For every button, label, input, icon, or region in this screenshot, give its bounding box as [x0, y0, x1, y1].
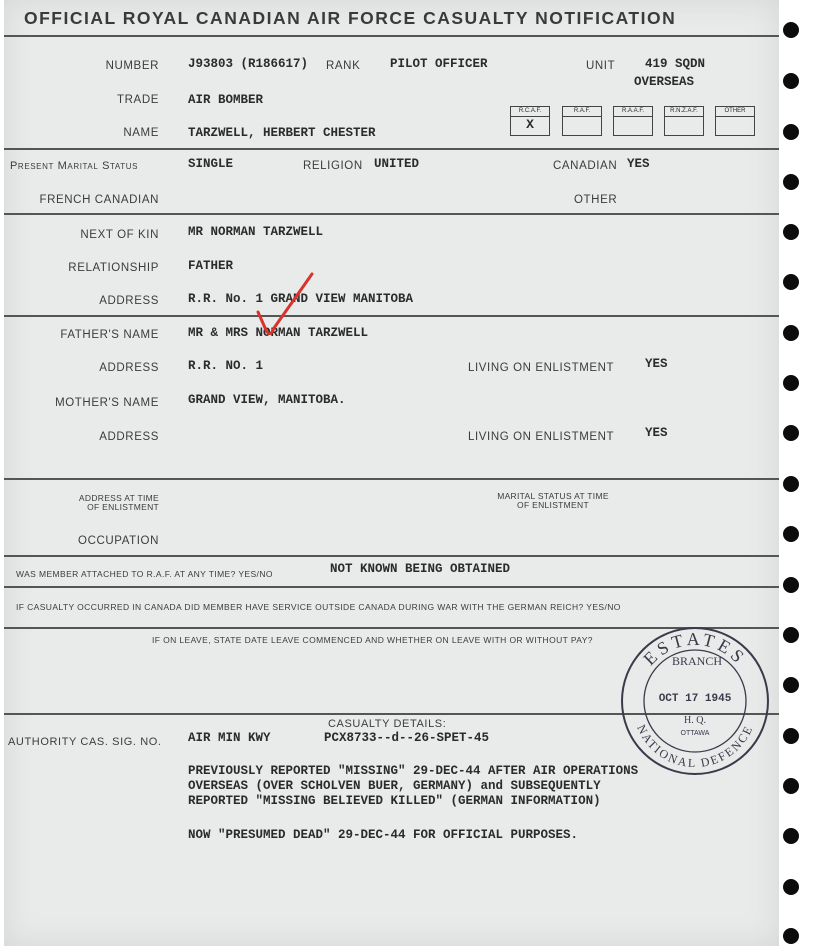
- punch-hole: [783, 778, 799, 794]
- estates-stamp: [619, 625, 771, 777]
- value-mother-living: YES: [645, 426, 668, 440]
- value-authority: AIR MIN KWY: [188, 731, 271, 745]
- value-mothers-name: GRAND VIEW, MANITOBA.: [188, 393, 346, 407]
- label-next-of-kin: NEXT OF KIN: [80, 229, 159, 241]
- punch-hole: [783, 928, 799, 944]
- label-nok-address: ADDRESS: [99, 295, 159, 307]
- value-name: TARZWELL, HERBERT CHESTER: [188, 126, 376, 140]
- service-box-mark: X: [526, 117, 534, 132]
- label-father-living: LIVING ON ENLISTMENT: [468, 362, 615, 374]
- punch-hole: [783, 224, 799, 240]
- label-rank: RANK: [326, 60, 361, 72]
- value-relationship: FATHER: [188, 259, 234, 273]
- punch-hole: [783, 22, 799, 38]
- label-unit: UNIT: [586, 60, 616, 72]
- label-trade: TRADE: [117, 94, 159, 106]
- service-box-other: [715, 106, 755, 136]
- details-line-4: NOW "PRESUMED DEAD" 29-DEC-44 FOR OFFICIAL PURPOSES.: [188, 828, 579, 842]
- stamp-branch: BRANCH: [671, 654, 723, 668]
- rule-5: [4, 555, 779, 557]
- stamp-bottom-text: NATIONAL DEFENCE: [634, 722, 756, 771]
- service-box-label: R.N.Z.A.F.: [665, 107, 703, 117]
- stamp-hq: H. Q.: [684, 715, 706, 726]
- punch-hole: [783, 577, 799, 593]
- value-next-of-kin: MR NORMAN TARZWELL: [188, 225, 324, 239]
- label-marital-at-enlistment-line2: OF ENLISTMENT: [517, 500, 589, 510]
- value-fathers-name: MR & MRS NORMAN TARZWELL: [188, 326, 369, 340]
- punch-hole: [783, 174, 799, 190]
- label-name: NAME: [123, 127, 159, 139]
- label-mother-living: LIVING ON ENLISTMENT: [468, 431, 615, 443]
- value-marital-status: SINGLE: [188, 157, 234, 171]
- punch-hole: [783, 476, 799, 492]
- label-canadian: CANADIAN: [553, 160, 618, 172]
- punch-hole: [783, 677, 799, 693]
- value-canadian: YES: [627, 157, 650, 171]
- service-box-label: R.A.A.F.: [614, 107, 652, 117]
- form-title: OFFICIAL ROYAL CANADIAN AIR FORCE CASUALTY NOTIFICATION: [24, 8, 677, 28]
- punch-hole: [783, 425, 799, 441]
- label-marital-status: Present Marital Status: [10, 160, 139, 172]
- service-box-rcaf: [510, 106, 550, 136]
- label-authority: AUTHORITY CAS. SIG. NO.: [8, 736, 162, 748]
- punch-hole: [783, 627, 799, 643]
- rule-top: [4, 35, 779, 37]
- label-fathers-name: FATHER'S NAME: [60, 329, 159, 341]
- rule-4: [4, 478, 779, 480]
- label-number: NUMBER: [105, 60, 159, 72]
- stamp-top-text: ESTATES: [639, 628, 751, 670]
- service-box-rnzaf: [664, 106, 704, 136]
- label-relationship: RELATIONSHIP: [68, 262, 159, 274]
- punch-hole: [783, 375, 799, 391]
- label-marital-at-enlistment: [488, 492, 618, 510]
- value-father-living: YES: [645, 357, 668, 371]
- check-mark-icon: [254, 268, 320, 348]
- service-box-label: OTHER: [716, 107, 754, 117]
- punch-hole: [783, 879, 799, 895]
- punch-hole: [783, 73, 799, 89]
- details-line-3: REPORTED "MISSING BELIEVED KILLED" (GERMAN INFORMATION): [188, 794, 601, 808]
- service-box-raaf: [613, 106, 653, 136]
- value-raf-answer: NOT KNOWN BEING OBTAINED: [330, 562, 511, 576]
- value-casualty-ref: PCX8733--d--26-SPET-45: [324, 731, 490, 745]
- details-line-2: OVERSEAS (OVER SCHOLVEN BUER, GERMANY) and SUBSEQUENTLY: [188, 779, 601, 793]
- label-mother-address: ADDRESS: [99, 431, 159, 443]
- value-religion: UNITED: [374, 157, 420, 171]
- service-box-label: R.A.F.: [563, 107, 601, 117]
- service-box-raf: [562, 106, 602, 136]
- label-mothers-name: MOTHER'S NAME: [55, 397, 159, 409]
- punch-hole: [783, 828, 799, 844]
- stamp-date: OCT 17 1945: [658, 693, 732, 705]
- label-casualty-details: CASUALTY DETAILS:: [328, 718, 447, 730]
- value-rank: PILOT OFFICER: [390, 57, 488, 71]
- punch-hole: [783, 274, 799, 290]
- label-father-address: ADDRESS: [99, 362, 159, 374]
- value-father-address: R.R. NO. 1: [188, 359, 264, 373]
- label-religion: RELIGION: [303, 160, 363, 172]
- service-box-label: R.C.A.F.: [511, 107, 549, 117]
- label-other: OTHER: [574, 194, 618, 206]
- rule-1: [4, 148, 779, 150]
- details-line-1: PREVIOUSLY REPORTED "MISSING" 29-DEC-44 AFTER AIR OPERATIONS: [188, 764, 639, 778]
- label-leave-question: IF ON LEAVE, STATE DATE LEAVE COMMENCED AND WHETHER ON LEAVE WITH OR WITHOUT PAY?: [152, 635, 593, 645]
- value-number: J93803 (R186617): [188, 57, 309, 71]
- label-marital-at-enlistment-line1: MARITAL STATUS AT TIME: [497, 491, 609, 501]
- label-address-at-enlistment-line1: ADDRESS AT TIME: [78, 493, 159, 503]
- label-occupation: OCCUPATION: [78, 535, 159, 547]
- punch-hole: [783, 526, 799, 542]
- rule-2: [4, 213, 779, 215]
- punch-hole: [783, 728, 799, 744]
- rule-3: [4, 315, 779, 317]
- stamp-city: OTTAWA: [680, 730, 710, 737]
- label-raf-question: WAS MEMBER ATTACHED TO R.A.F. AT ANY TIME? YES/NO: [16, 569, 273, 579]
- label-address-at-enlistment: [79, 494, 159, 512]
- value-unit-line2: OVERSEAS: [634, 75, 695, 89]
- label-address-at-enlistment-line2: OF ENLISTMENT: [87, 502, 159, 512]
- value-unit-line1: 419 SQDN: [645, 57, 706, 71]
- label-french-canadian: FRENCH CANADIAN: [39, 194, 159, 206]
- punch-hole: [783, 124, 799, 140]
- punch-hole: [783, 325, 799, 341]
- label-canada-question: IF CASUALTY OCCURRED IN CANADA DID MEMBER HAVE SERVICE OUTSIDE CANADA DURING WAR WITH THE GERMAN REICH? YES/NO: [16, 602, 621, 612]
- rule-6: [4, 586, 779, 588]
- value-nok-address: R.R. No. 1 GRAND VIEW MANITOBA: [188, 292, 414, 306]
- value-trade: AIR BOMBER: [188, 93, 264, 107]
